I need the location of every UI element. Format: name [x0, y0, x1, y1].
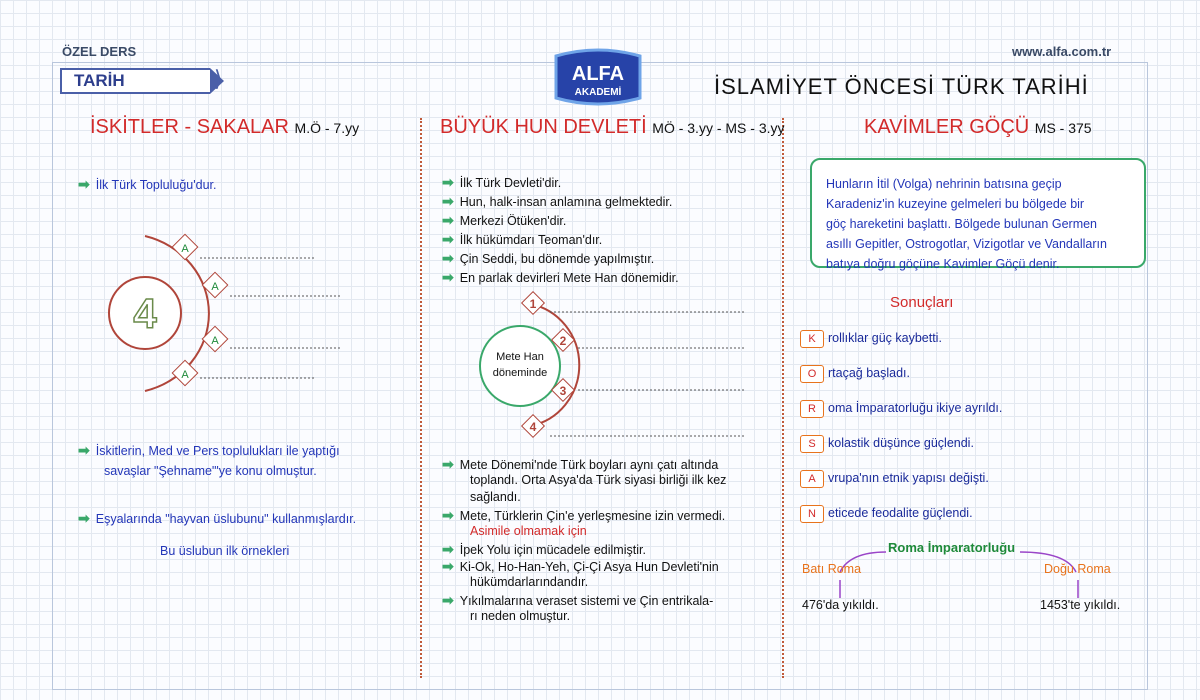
- circle-label-1: Mete Han: [496, 351, 544, 363]
- quote-line-3: göç hareketini başlattı. Bölgede bulunan Germen: [826, 217, 1098, 231]
- korsan-letter: A: [800, 470, 824, 488]
- korsan-letter: K: [800, 330, 824, 348]
- korsan-text: kolastik düşünce güçlendi.: [828, 436, 974, 450]
- korsan-letter: R: [800, 400, 824, 418]
- quote-line-2: Karadeniz'in kuzeyine gelmeleri bu bölgede bir: [826, 197, 1085, 211]
- col2-lower-line-10: rı neden olmuştur.: [470, 609, 571, 623]
- arrow-icon: ➡: [78, 442, 90, 458]
- korsan-item-1: [800, 330, 942, 348]
- col2-title-sub: MÖ - 3.yy - MS - 3.yy: [652, 120, 785, 136]
- arrow-icon: ➡: [442, 541, 454, 557]
- col2-title: BÜYÜK HUN DEVLETİ MÖ - 3.yy - MS - 3.yy: [440, 116, 785, 138]
- circle-number-1: [522, 292, 545, 315]
- quote-line-5: batıya doğru göçüne Kavimler Göçü denir.: [826, 257, 1060, 271]
- logo-text-top: ALFA: [571, 63, 625, 85]
- circle-label-2: döneminde: [492, 367, 548, 379]
- arrow-icon: ➡: [78, 510, 90, 526]
- arrow-icon: ➡: [442, 231, 454, 247]
- col2-bullet-6: ➡ En parlak devirleri Mete Han dönemidir.: [442, 269, 679, 285]
- arrow-icon: ➡: [442, 212, 454, 228]
- svg-text:A: A: [211, 281, 219, 293]
- korsan-text: vrupa'nın etnik yapısı değişti.: [828, 471, 989, 485]
- col3-title: KAVİMLER GÖÇÜ MS - 375: [864, 116, 1092, 138]
- alfa-logo: [548, 48, 648, 108]
- col2-lower-line-9: ➡ Yıkılmalarına veraset sistemi ve Çin entrikala-: [442, 592, 714, 608]
- korsan-item-3: [800, 400, 1002, 418]
- col2-bullet-4: ➡ İlk hükümdarı Teoman'dır.: [442, 231, 603, 247]
- arrow-icon: ➡: [442, 174, 454, 190]
- col1-bullet-2: ➡ İskitlerin, Med ve Pers toplulukları ile yaptığı savaşlar "Şehname"'ye konu olmuştur.: [78, 442, 340, 478]
- arrow-icon: ➡: [442, 250, 454, 266]
- korsan-text: rtaçağ başladı.: [828, 366, 910, 380]
- arrow-icon: ➡: [442, 193, 454, 209]
- col2-lower-line-3: sağlandı.: [470, 490, 521, 504]
- svg-text:A: A: [211, 335, 219, 347]
- col2-lower-line-8: hükümdarlarındandır.: [470, 575, 589, 589]
- header-left-label: ÖZEL DERS: [62, 44, 137, 59]
- roma-west-value: 476'da yıkıldı.: [802, 598, 879, 612]
- korsan-item-2: [800, 365, 910, 383]
- quote-line-1: Hunların İtil (Volga) nehrinin batısına geçip: [826, 177, 1062, 191]
- arrow-icon: ➡: [78, 176, 90, 192]
- svg-text:3: 3: [559, 384, 567, 398]
- main-title: İSLAMİYET ÖNCESİ TÜRK TARİHİ: [714, 74, 1089, 99]
- arrow-icon: ➡: [442, 507, 454, 523]
- circle-number-4: [522, 415, 545, 438]
- arrow-icon: ➡: [442, 456, 454, 472]
- kavimler-quote-box: [810, 158, 1146, 271]
- korsan-text: eticede feodalite güçlendi.: [828, 506, 973, 520]
- col2-lower-line-1: ➡ Mete Dönemi'nde Türk boyları aynı çatı altında: [442, 456, 719, 472]
- column-divider-2: [782, 118, 784, 678]
- header-url[interactable]: www.alfa.com.tr: [1012, 44, 1112, 59]
- arrow-icon: ➡: [442, 269, 454, 285]
- iskit-diagram: [100, 228, 340, 398]
- korsan-text: oma İmparatorluğu ikiye ayrıldı.: [828, 401, 1003, 415]
- col2-lower-line-5: Asimile olmamak için: [470, 524, 587, 538]
- diagram-letter-4: [172, 360, 197, 385]
- korsan-item-6: [800, 505, 973, 523]
- subject-tab: TARİH: [60, 68, 210, 94]
- col3-title-sub: MS - 375: [1034, 120, 1092, 136]
- col1-bullet-1: ➡ İlk Türk Topluluğu'dur.: [78, 176, 217, 192]
- korsan-letter: O: [800, 365, 824, 383]
- korsan-text: rollıklar güç kaybetti.: [828, 331, 942, 345]
- col2-lower-line-6: ➡ İpek Yolu için mücadele edilmiştir.: [442, 541, 646, 557]
- col2-bullet-2: ➡ Hun, halk-insan anlamına gelmektedir.: [442, 193, 673, 209]
- roma-title: Roma İmparatorluğu: [888, 540, 1016, 555]
- arrow-icon: ➡: [442, 558, 454, 574]
- mete-han-diagram: [474, 290, 754, 440]
- col2-bullet-3: ➡ Merkezi Ötüken'dir.: [442, 212, 567, 228]
- svg-text:A: A: [181, 369, 189, 381]
- col2-bullet-5: ➡ Çin Seddi, bu dönemde yapılmıştır.: [442, 250, 655, 266]
- svg-text:1: 1: [529, 297, 537, 311]
- sonuclar-title: Sonuçları: [890, 294, 954, 311]
- col2-bullet-1: ➡ İlk Türk Devleti'dir.: [442, 174, 562, 190]
- korsan-letter: N: [800, 505, 824, 523]
- column-divider-1: [420, 118, 422, 678]
- roma-east-value: 1453'te yıkıldı.: [1040, 598, 1121, 612]
- arrow-icon: ➡: [442, 592, 454, 608]
- korsan-letter: S: [800, 435, 824, 453]
- col1-bullet-3: ➡ Eşyalarında "hayvan üslubunu" kullanmışlardır.: [78, 510, 357, 526]
- chevron-right-icon: ⟩: [214, 66, 223, 91]
- roma-west: Batı Roma: [802, 562, 862, 576]
- col1-title-sub: M.Ö - 7.yy: [294, 120, 360, 136]
- korsan-item-5: [800, 470, 989, 488]
- col2-lower-line-4: ➡ Mete, Türklerin Çin'e yerleşmesine izin vermedi.: [442, 507, 726, 523]
- svg-text:4: 4: [529, 420, 537, 434]
- roma-east: Doğu Roma: [1044, 562, 1111, 576]
- col2-lower-line-7: ➡ Ki-Ok, Ho-Han-Yeh, Çi-Çi Asya Hun Devleti'nin: [442, 558, 719, 574]
- quote-line-4: asıllı Gepitler, Ostrogotlar, Vizigotlar ve Vandalların: [826, 237, 1107, 251]
- logo-text-bottom: AKADEMİ: [574, 87, 622, 98]
- svg-text:A: A: [181, 243, 189, 255]
- korsan-item-4: [800, 435, 974, 453]
- diagram-letter-3: [202, 326, 227, 351]
- svg-text:2: 2: [559, 334, 567, 348]
- diagram-number: 4: [133, 290, 157, 337]
- col1-title: İSKİTLER - SAKALAR M.Ö - 7.yy: [90, 116, 360, 138]
- diagram-letter-1: [172, 234, 197, 259]
- col1-note: Bu üslubun ilk örnekleri: [160, 544, 290, 558]
- col2-lower-line-2: toplandı. Orta Asya'da Türk siyasi birliği ilk kez: [470, 473, 727, 487]
